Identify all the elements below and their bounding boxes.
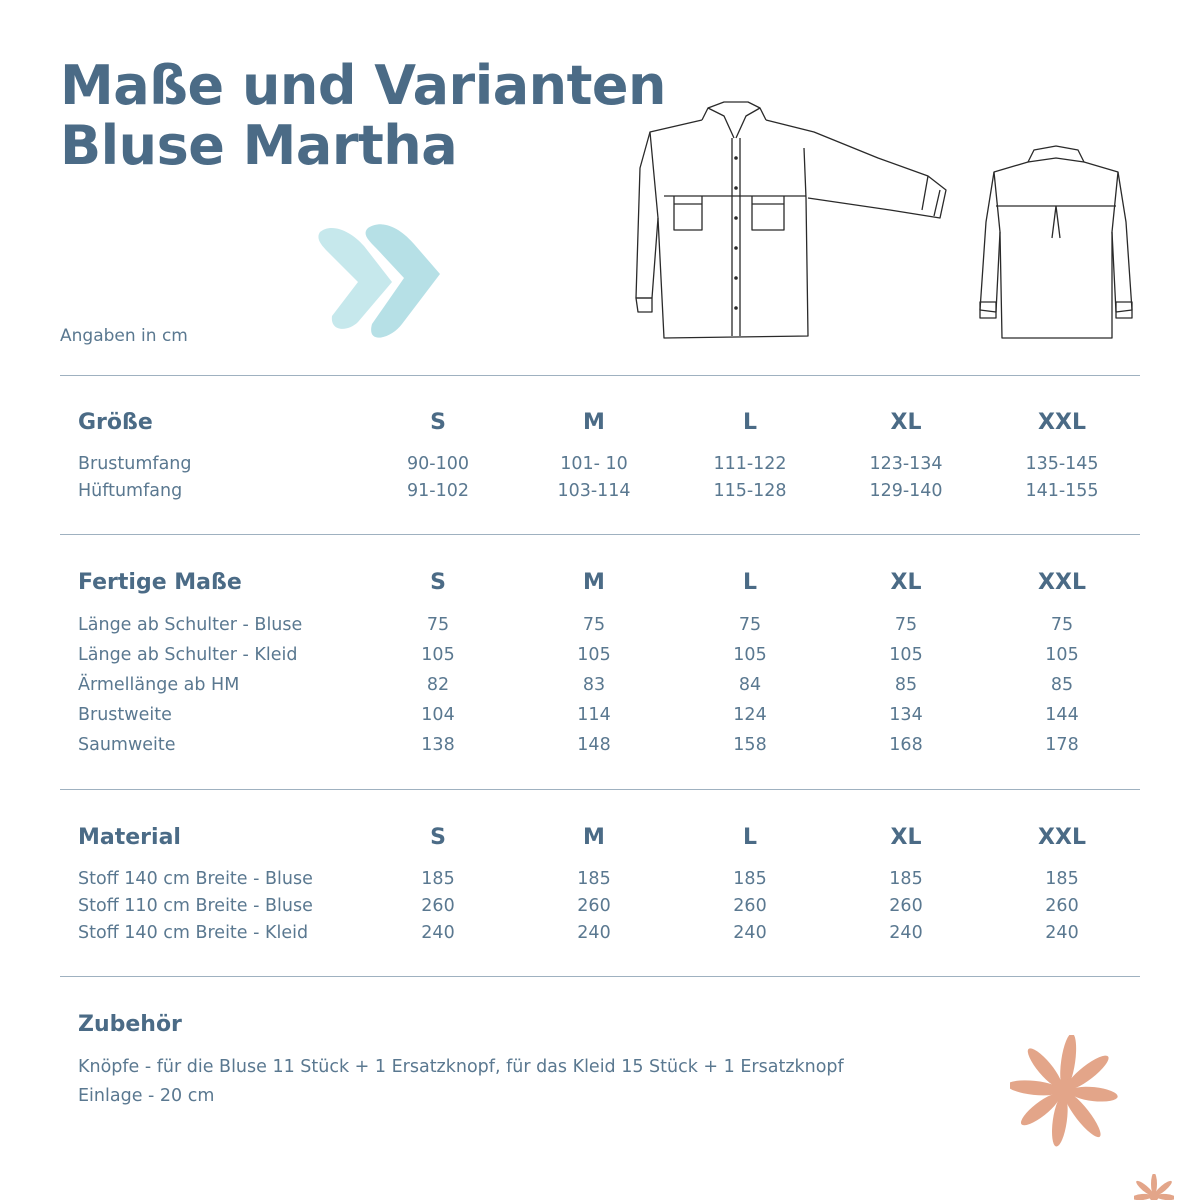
cell-value: 75	[738, 615, 762, 635]
cell-value: 148	[577, 735, 611, 755]
size-label-xl: XL	[890, 570, 922, 595]
cell-value: 168	[889, 735, 923, 755]
cell-value: 101- 10	[560, 454, 628, 474]
cell-value: 260	[889, 896, 923, 916]
cell-value: 129-140	[869, 481, 943, 501]
cell-value: 185	[733, 869, 767, 889]
table-row	[78, 615, 1140, 645]
material-table-header	[78, 825, 1140, 855]
cell-value: 105	[733, 645, 767, 665]
table-row	[78, 481, 1140, 511]
cell-value: 135-145	[1025, 454, 1099, 474]
cell-value: 260	[577, 896, 611, 916]
cell-value: 134	[889, 705, 923, 725]
finished-table-header	[78, 570, 1140, 600]
cell-value: 105	[577, 645, 611, 665]
cell-value: 240	[1045, 923, 1079, 943]
divider	[60, 534, 1140, 535]
accessory-line: Einlage - 20 cm	[78, 1086, 215, 1106]
flower-icon	[1134, 1174, 1174, 1200]
size-label-l: L	[742, 570, 758, 595]
size-label-m: M	[583, 570, 605, 595]
shirt-front-icon	[628, 98, 958, 348]
cell-value: 158	[733, 735, 767, 755]
title-line-1: Maße und Varianten	[60, 54, 666, 117]
table-row	[78, 869, 1140, 899]
section-heading-fertige-masse: Fertige Maße	[78, 570, 242, 595]
section-heading-material: Material	[78, 825, 181, 850]
cell-value: 75	[1050, 615, 1074, 635]
table-row	[78, 735, 1140, 765]
table-row	[78, 896, 1140, 926]
cell-value: 141-155	[1025, 481, 1099, 501]
cell-value: 105	[1045, 645, 1079, 665]
size-label-s: S	[430, 825, 446, 850]
flower-icon	[1010, 1035, 1120, 1150]
cell-value: 144	[1045, 705, 1079, 725]
size-table-header	[78, 410, 1140, 440]
size-label-l: L	[742, 410, 758, 435]
cell-value: 105	[889, 645, 923, 665]
size-label-xl: XL	[890, 410, 922, 435]
cell-value: 114	[577, 705, 611, 725]
title-line-2: Bluse Martha	[60, 114, 458, 177]
table-row	[78, 454, 1140, 484]
cell-value: 185	[889, 869, 923, 889]
double-chevron-icon	[318, 220, 443, 345]
row-label: Länge ab Schulter - Bluse	[78, 615, 303, 635]
row-label: Saumweite	[78, 735, 176, 755]
cell-value: 185	[1045, 869, 1079, 889]
table-row	[78, 675, 1140, 705]
cell-value: 260	[421, 896, 455, 916]
size-label-xl: XL	[890, 825, 922, 850]
divider	[60, 375, 1140, 376]
units-note: Angaben in cm	[60, 326, 188, 346]
cell-value: 82	[426, 675, 450, 695]
cell-value: 85	[1050, 675, 1074, 695]
accessory-line: Knöpfe - für die Bluse 11 Stück + 1 Ersatzknopf, für das Kleid 15 Stück + 1 Ersatzknopf	[78, 1057, 844, 1077]
cell-value: 75	[894, 615, 918, 635]
cell-value: 240	[421, 923, 455, 943]
cell-value: 123-134	[869, 454, 943, 474]
row-label: Länge ab Schulter - Kleid	[78, 645, 298, 665]
size-label-xxl: XXL	[1038, 825, 1086, 850]
section-heading-zubehoer: Zubehör	[78, 1012, 182, 1037]
table-row	[78, 923, 1140, 953]
size-label-s: S	[430, 410, 446, 435]
row-label: Ärmellänge ab HM	[78, 675, 240, 695]
size-label-m: M	[583, 825, 605, 850]
table-row	[78, 705, 1140, 735]
cell-value: 240	[733, 923, 767, 943]
cell-value: 178	[1045, 735, 1079, 755]
cell-value: 103-114	[557, 481, 631, 501]
section-heading-groesse: Größe	[78, 410, 153, 435]
cell-value: 185	[577, 869, 611, 889]
row-label: Stoff 110 cm Breite - Bluse	[78, 896, 313, 916]
cell-value: 91-102	[407, 481, 469, 501]
cell-value: 124	[733, 705, 767, 725]
cell-value: 111-122	[713, 454, 787, 474]
cell-value: 85	[894, 675, 918, 695]
cell-value: 90-100	[407, 454, 469, 474]
row-label: Stoff 140 cm Breite - Bluse	[78, 869, 313, 889]
cell-value: 185	[421, 869, 455, 889]
cell-value: 260	[1045, 896, 1079, 916]
table-row	[78, 645, 1140, 675]
size-label-xxl: XXL	[1038, 410, 1086, 435]
row-label: Brustweite	[78, 705, 172, 725]
divider	[60, 789, 1140, 790]
cell-value: 75	[426, 615, 450, 635]
cell-value: 104	[421, 705, 455, 725]
divider	[60, 976, 1140, 977]
cell-value: 260	[733, 896, 767, 916]
shirt-back-icon	[972, 142, 1142, 352]
cell-value: 115-128	[713, 481, 787, 501]
row-label: Stoff 140 cm Breite - Kleid	[78, 923, 309, 943]
cell-value: 240	[889, 923, 923, 943]
cell-value: 138	[421, 735, 455, 755]
size-label-m: M	[583, 410, 605, 435]
row-label: Brustumfang	[78, 454, 192, 474]
cell-value: 75	[582, 615, 606, 635]
row-label: Hüftumfang	[78, 481, 183, 501]
page-title	[60, 56, 666, 176]
cell-value: 240	[577, 923, 611, 943]
size-label-s: S	[430, 570, 446, 595]
cell-value: 83	[582, 675, 606, 695]
size-label-xxl: XXL	[1038, 570, 1086, 595]
size-label-l: L	[742, 825, 758, 850]
cell-value: 84	[738, 675, 762, 695]
cell-value: 105	[421, 645, 455, 665]
